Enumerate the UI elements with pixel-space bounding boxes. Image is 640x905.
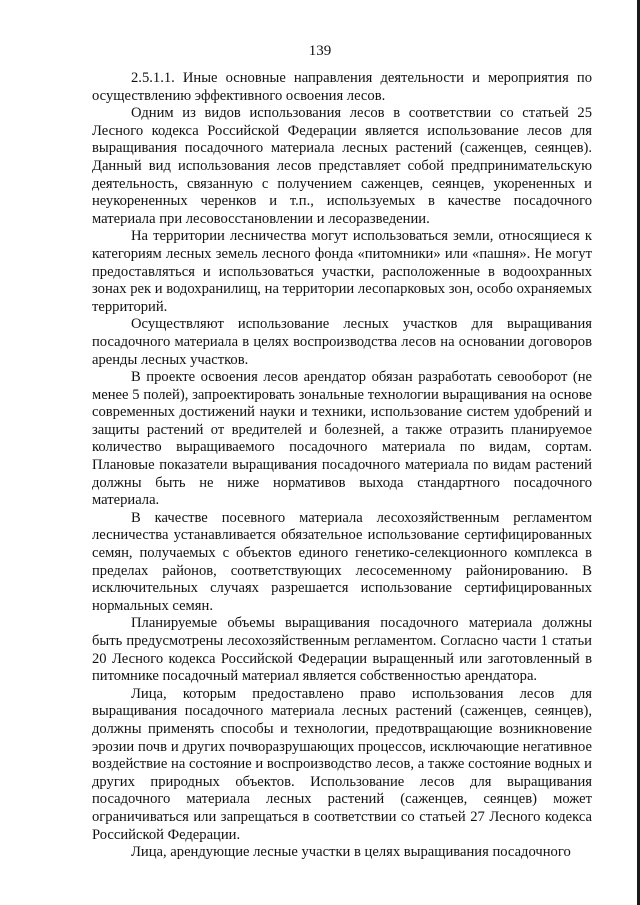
body-paragraph: На территории лесничества могут использоваться земли, относящиеся к категориям лесных земель лесного фонда «питомники» или «пашня». Не могут предоставляться и использоваться участки, расположенные в водоохранных зонах рек и водохранилищ, на территории лесопарковых зон, особо охраняемых территорий. xyxy=(92,228,592,315)
body-paragraph: Лица, которым предоставлено право использования лесов для выращивания посадочного материала лесных растений (саженцев, сеянцев), должны применять способы и технологии, предотвращающие возникновение эрозии почв и других почворазрушающих процессов, исключающие негативное воздействие на состояние и воспроизводство лесов, а также состояние водных и других природных объектов. Использование лесов для выращивания посадочного материала лесных растений (саженцев, сеянцев) может ограничиваться или запрещаться в соответствии со статьей 27 Лесного кодекса Российской Федерации. xyxy=(92,685,592,843)
body-paragraph: Планируемые объемы выращивания посадочного материала должны быть предусмотрены лесохозяйственным регламентом. Согласно части 1 статьи 20 Лесного кодекса Российской Федерации выращенный или заготовленный в питомнике посадочный материал является собственностью арендатора. xyxy=(92,615,592,685)
page-number: 139 xyxy=(308,43,332,59)
document-body xyxy=(92,70,592,862)
body-paragraph: Одним из видов использования лесов в соответствии со статьей 25 Лесного кодекса Российской Федерации является использование лесов для выращивания посадочного материала лесных растений (саженцев, сеянцев). Данный вид использования лесов представляет собой предпринимательскую деятельность, связанную с получением саженцев, сеянцев, укорененных и неукорененных черенков и т.п., используемых в качестве посадочного материала при лесовосстановлении и лесоразведении. xyxy=(92,105,592,227)
body-paragraph: Осуществляют использование лесных участков для выращивания посадочного материала в целях воспроизводства лесов на основании договоров аренды лесных участков. xyxy=(92,316,592,368)
body-paragraph: В качестве посевного материала лесохозяйственным регламентом лесничества устанавливается обязательное использование сертифицированных семян, получаемых с объектов единого генетико-селекционного комплекса в пределах районов, соответствующих лесосеменному районированию. В исключительных случаях разрешается использование сертифицированных нормальных семян. xyxy=(92,509,592,614)
section-heading-paragraph: 2.5.1.1. Иные основные направления деятельности и мероприятия по осуществлению эффективного освоения лесов. xyxy=(92,70,592,104)
body-paragraph-continued: Лица, арендующие лесные участки в целях выращивания посадочного xyxy=(131,844,571,861)
body-paragraph: В проекте освоения лесов арендатор обязан разработать севооборот (не менее 5 полей), запроектировать зональные технологии выращивания на основе современных достижений науки и техники, использование систем удобрений и защиты растений от вредителей и болезней, а также отразить планируемое количество выращиваемого посадочного материала по видам, сортам. Плановые показатели выращивания посадочного материала по видам растений должны быть не ниже нормативов выхода стандартного посадочного материала. xyxy=(92,369,592,509)
